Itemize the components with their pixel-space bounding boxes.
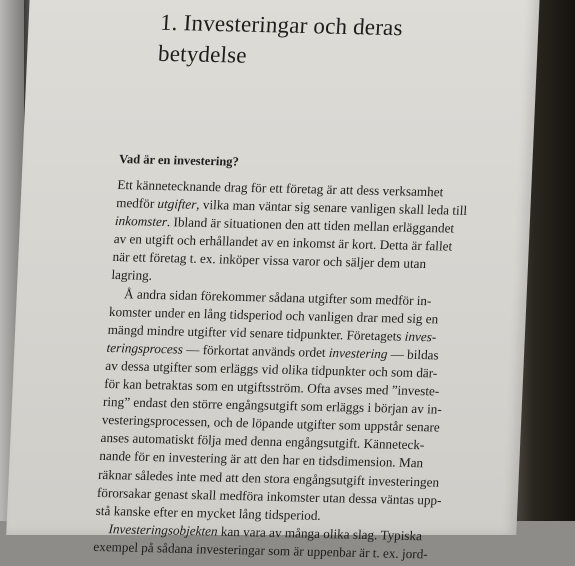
book-page [6,0,540,562]
section-heading: Vad är en investering? [118,151,240,169]
paragraph [95,284,505,528]
body-text [93,176,513,565]
chapter-title [157,7,481,76]
emphasized-term: utgifter [157,195,197,212]
paragraph [93,520,490,565]
text-line: exempel på sådana investeringar som är uppenbar är t. ex. jord- [92,538,429,562]
text-line: av dessa utgifter som erläggs vid olika tidpunkter och som där- [104,357,438,381]
text-line: vesteringsprocessen, och de löpande utgifter som uppstår senare [101,412,441,435]
chapter-title-line: 1. Investeringar och deras [159,9,404,41]
text-line: för kan betraktas som en utgiftsström. Ofta avses med ”investe- [103,375,440,399]
text-line: inkomster. Ibland är situationen den att tiden mellan erläggandet [114,213,455,236]
text-line: lagring. [110,267,153,284]
text-line: komster under en lång tidsperiod och vanligen drar med sig en [108,303,439,327]
text-line: teringsprocess — förkortat används ordet investering — bildas [106,339,440,363]
text-line: medför utgifter, vilka man väntar sig senare vanligen skall leda till [115,195,468,219]
emphasized-term: inkomster [114,213,168,230]
emphasized-term: investering [328,344,388,362]
paragraph [111,176,513,293]
page-content [92,6,558,562]
text-line: Ett kännetecknande drag för ett företag är att dess verksamhet [116,176,444,200]
emphasized-term: Investeringsobjekten [108,520,219,539]
text-line: Investeringsobjekten kan vara av många olika slag. Typiska [108,520,423,544]
text-line: mängd mindre utgifter vid senare tidpunkter. Företagets inves- [107,321,437,345]
text-line: ring” endast den större engångsutgift som erläggs i början av in- [102,394,443,417]
text-line: när ett företag t. ex. inköper vissa varor och säljer dem utan [112,249,427,272]
text-line: Å andra sidan förekommer sådana utgifter som medför in- [123,285,432,308]
emphasized-term: inves- [404,328,437,345]
text-line: nande för en investering är att den har en tidsdimension. Man [98,448,424,471]
text-line: stå kanske efter en mycket lång tidsperiod. [95,502,322,523]
text-line: av en utgift och erhållandet av en inkomst är kort. Detta är fallet [113,231,453,254]
emphasized-term: teringsprocess [106,339,184,357]
text-line: anses automatiskt följa med denna engångsutgift. Känneteck- [100,430,425,453]
chapter-title-line: betydelse [157,40,248,68]
text-line: räknar således inte med att den stora engångsutgift investeringen [97,466,440,490]
text-line: förorsakar genast skall medföra inkomster utan dessa väntas upp- [96,484,443,508]
